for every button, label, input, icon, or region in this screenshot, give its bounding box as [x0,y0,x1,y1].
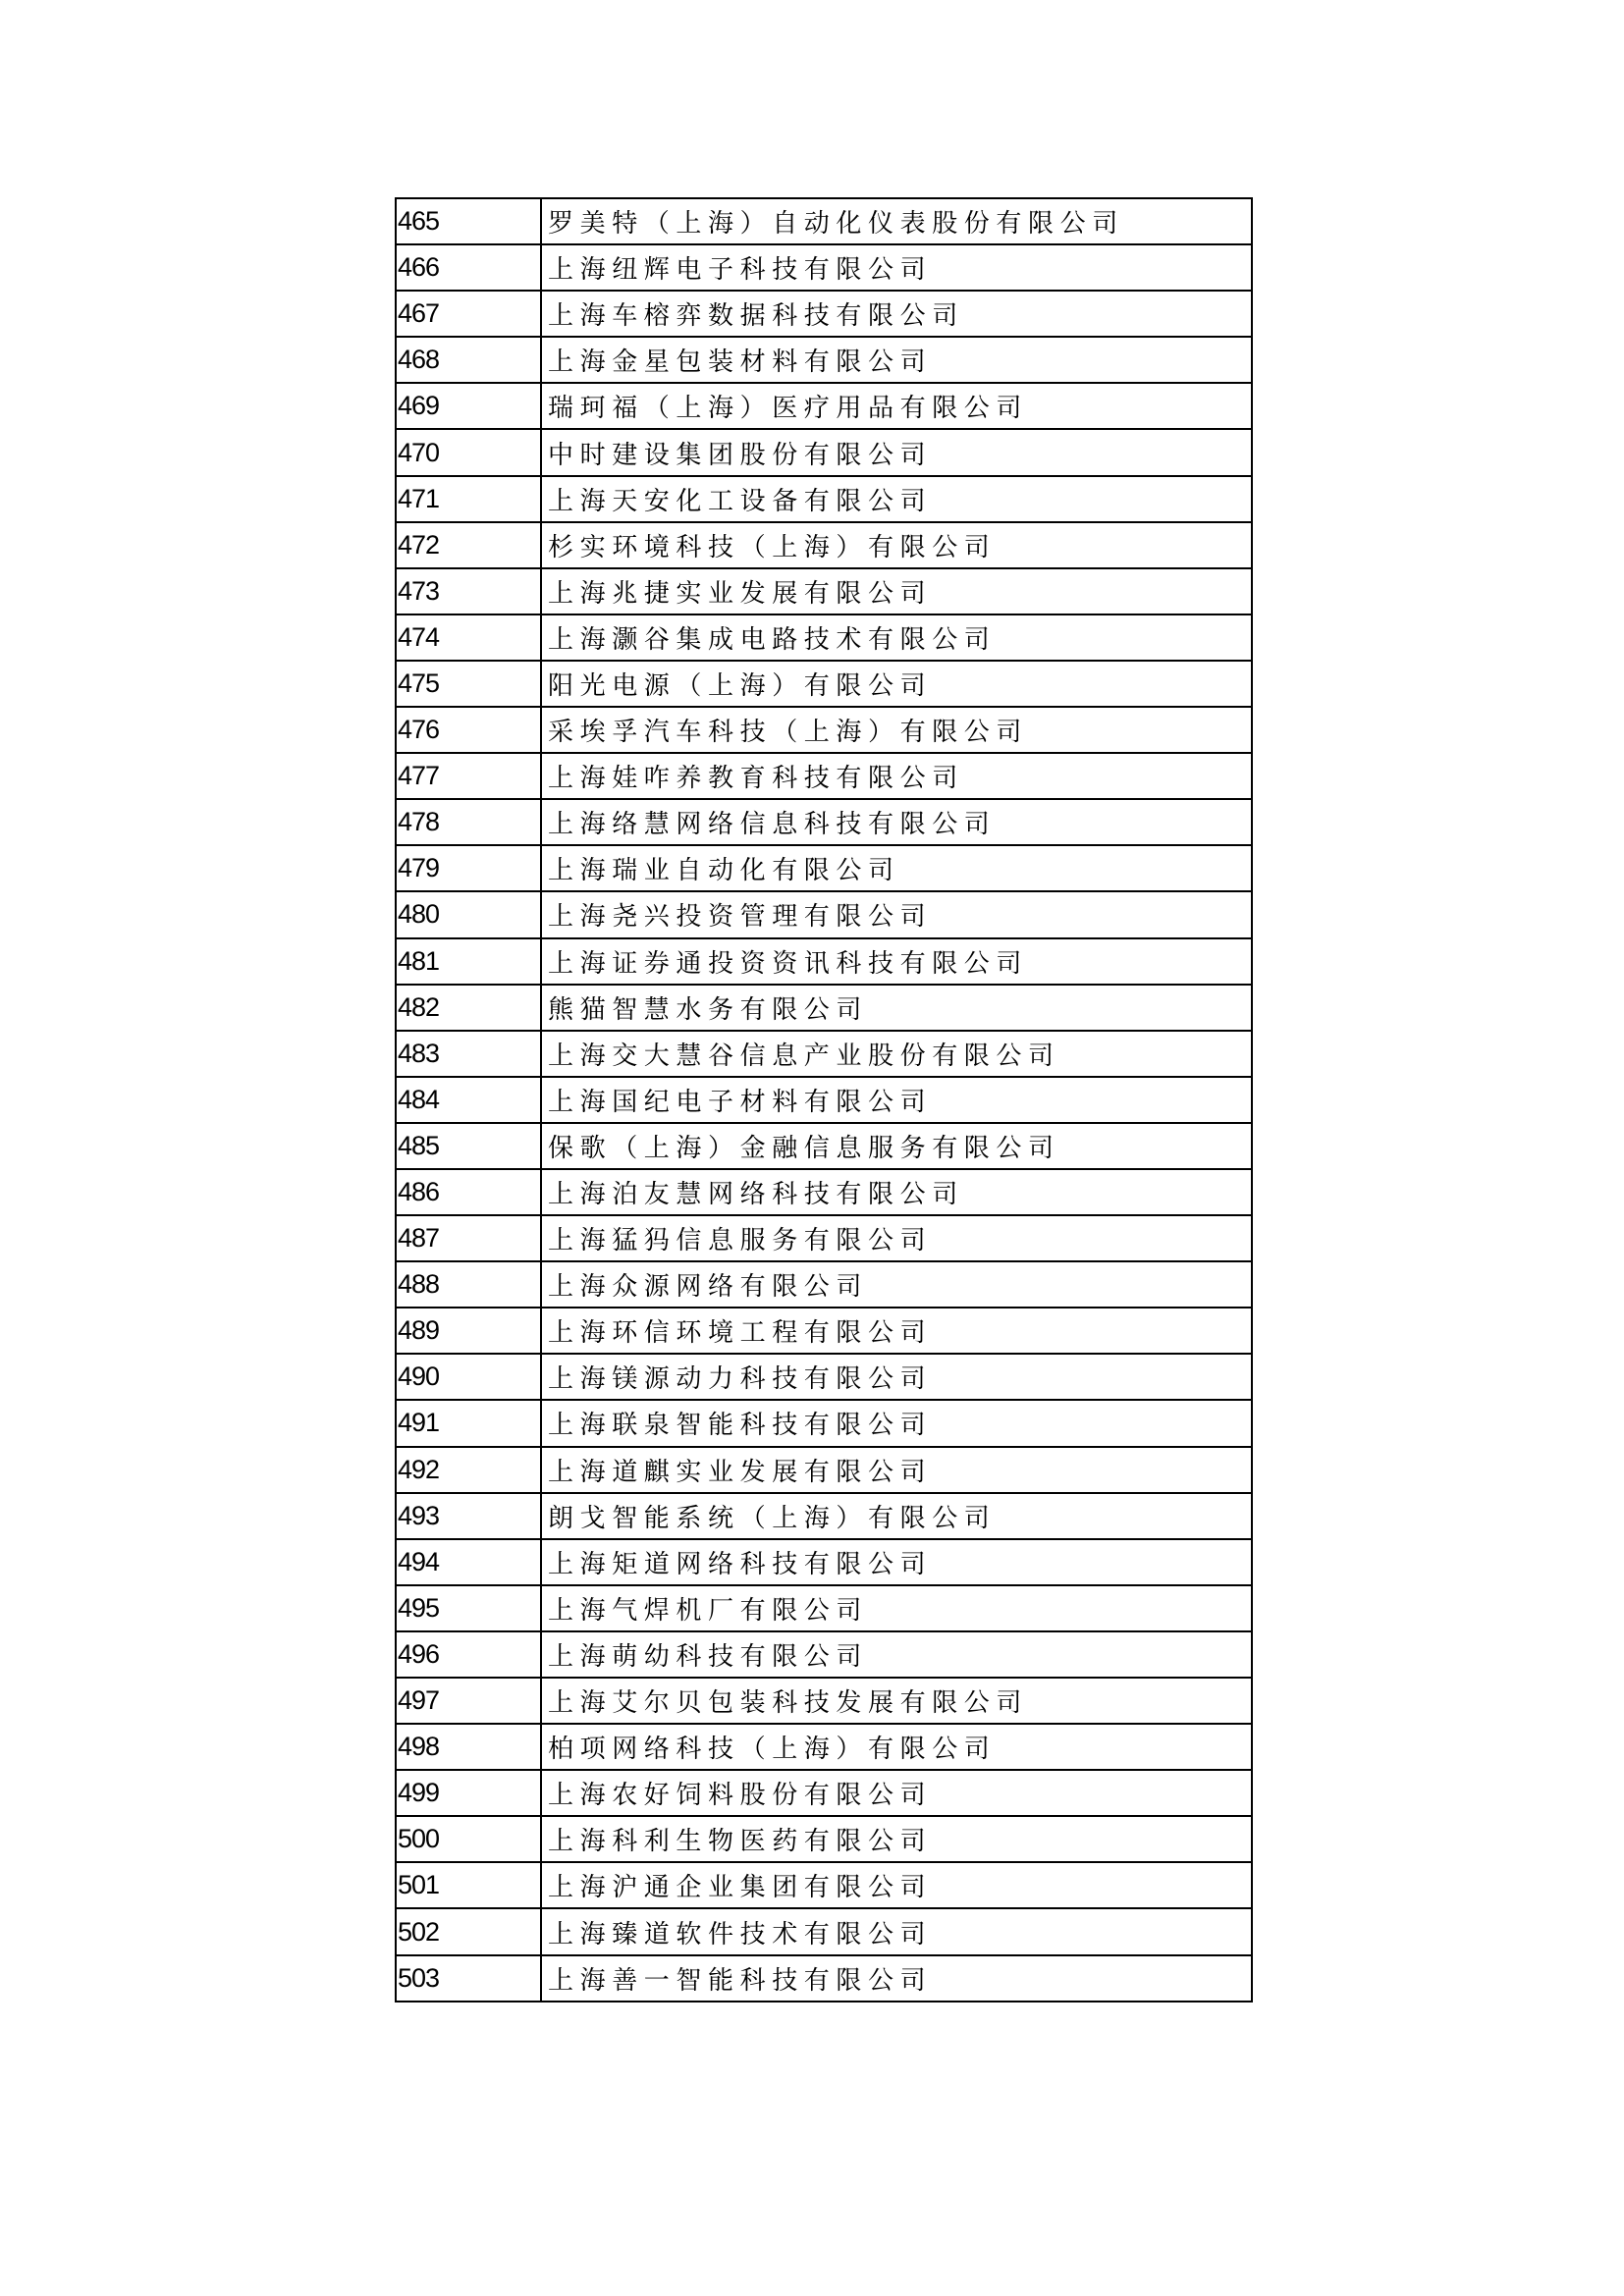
table-row [396,383,1252,429]
company-name: 上海国纪电子材料有限公司 [541,1077,1252,1123]
table-row [396,1955,1252,2002]
row-number: 467 [396,291,541,337]
table-row [396,429,1252,475]
table-row [396,1862,1252,1908]
company-name: 保歌（上海）金融信息服务有限公司 [541,1123,1252,1169]
table-row [396,938,1252,985]
company-name: 上海瑞业自动化有限公司 [541,845,1252,891]
table-row [396,1539,1252,1585]
row-number: 476 [396,707,541,753]
row-number: 480 [396,891,541,937]
row-number: 484 [396,1077,541,1123]
company-name: 上海联泉智能科技有限公司 [541,1400,1252,1446]
company-name: 朗戈智能系统（上海）有限公司 [541,1493,1252,1539]
company-list-table [395,197,1253,2002]
table-row [396,661,1252,707]
company-name: 上海科利生物医药有限公司 [541,1816,1252,1862]
table-row [396,244,1252,291]
table-row [396,753,1252,799]
row-number: 493 [396,1493,541,1539]
table-row [396,1308,1252,1354]
table-row [396,1354,1252,1400]
company-name: 上海灏谷集成电路技术有限公司 [541,614,1252,661]
company-name: 上海道麒实业发展有限公司 [541,1447,1252,1493]
company-name: 杉实环境科技（上海）有限公司 [541,522,1252,568]
row-number: 496 [396,1631,541,1678]
table-row [396,522,1252,568]
table-row [396,568,1252,614]
table-row [396,1400,1252,1446]
company-name: 上海善一智能科技有限公司 [541,1955,1252,2002]
company-name: 上海天安化工设备有限公司 [541,476,1252,522]
company-name: 上海萌幼科技有限公司 [541,1631,1252,1678]
row-number: 492 [396,1447,541,1493]
row-number: 474 [396,614,541,661]
row-number: 499 [396,1770,541,1816]
company-name: 上海气焊机厂有限公司 [541,1585,1252,1631]
table-row [396,1493,1252,1539]
company-name: 上海镁源动力科技有限公司 [541,1354,1252,1400]
row-number: 473 [396,568,541,614]
row-number: 478 [396,799,541,845]
table-row [396,1031,1252,1077]
row-number: 468 [396,337,541,383]
table-row [396,1169,1252,1215]
company-name: 中时建设集团股份有限公司 [541,429,1252,475]
row-number: 494 [396,1539,541,1585]
table-row [396,985,1252,1031]
row-number: 469 [396,383,541,429]
table-row [396,614,1252,661]
row-number: 502 [396,1908,541,1954]
row-number: 479 [396,845,541,891]
row-number: 490 [396,1354,541,1400]
company-name: 上海泊友慧网络科技有限公司 [541,1169,1252,1215]
table-row [396,1585,1252,1631]
row-number: 497 [396,1678,541,1724]
table-row [396,845,1252,891]
row-number: 500 [396,1816,541,1862]
company-name: 上海交大慧谷信息产业股份有限公司 [541,1031,1252,1077]
table-row [396,891,1252,937]
row-number: 488 [396,1261,541,1308]
row-number: 482 [396,985,541,1031]
row-number: 481 [396,938,541,985]
row-number: 466 [396,244,541,291]
company-name: 柏项网络科技（上海）有限公司 [541,1724,1252,1770]
row-number: 501 [396,1862,541,1908]
table-row [396,198,1252,244]
company-name: 阳光电源（上海）有限公司 [541,661,1252,707]
company-list-body [396,198,1252,2002]
table-row [396,1077,1252,1123]
row-number: 498 [396,1724,541,1770]
row-number: 485 [396,1123,541,1169]
table-row [396,1816,1252,1862]
table-row [396,707,1252,753]
company-name: 上海矩道网络科技有限公司 [541,1539,1252,1585]
company-name: 瑞珂福（上海）医疗用品有限公司 [541,383,1252,429]
company-name: 上海臻道软件技术有限公司 [541,1908,1252,1954]
company-name: 上海尧兴投资管理有限公司 [541,891,1252,937]
company-name: 上海农好饲料股份有限公司 [541,1770,1252,1816]
row-number: 465 [396,198,541,244]
company-name: 熊猫智慧水务有限公司 [541,985,1252,1031]
table-row [396,1770,1252,1816]
company-name: 上海猛犸信息服务有限公司 [541,1215,1252,1261]
table-row [396,1261,1252,1308]
row-number: 489 [396,1308,541,1354]
row-number: 470 [396,429,541,475]
company-name: 上海金星包装材料有限公司 [541,337,1252,383]
table-row [396,1678,1252,1724]
company-name: 上海环信环境工程有限公司 [541,1308,1252,1354]
row-number: 491 [396,1400,541,1446]
company-name: 上海兆捷实业发展有限公司 [541,568,1252,614]
row-number: 486 [396,1169,541,1215]
company-name: 上海证券通投资资讯科技有限公司 [541,938,1252,985]
table-row [396,1908,1252,1954]
company-name: 采埃孚汽车科技（上海）有限公司 [541,707,1252,753]
row-number: 503 [396,1955,541,2002]
table-row [396,1215,1252,1261]
table-row [396,1724,1252,1770]
table-row [396,1631,1252,1678]
row-number: 487 [396,1215,541,1261]
table-row [396,291,1252,337]
table-row [396,1123,1252,1169]
table-row [396,337,1252,383]
company-name: 上海娃咋养教育科技有限公司 [541,753,1252,799]
company-name: 上海络慧网络信息科技有限公司 [541,799,1252,845]
table-row [396,476,1252,522]
table-row [396,799,1252,845]
company-name: 上海纽辉电子科技有限公司 [541,244,1252,291]
row-number: 495 [396,1585,541,1631]
company-name: 上海艾尔贝包装科技发展有限公司 [541,1678,1252,1724]
company-name: 上海沪通企业集团有限公司 [541,1862,1252,1908]
row-number: 477 [396,753,541,799]
table-row [396,1447,1252,1493]
row-number: 471 [396,476,541,522]
row-number: 475 [396,661,541,707]
row-number: 483 [396,1031,541,1077]
company-name: 罗美特（上海）自动化仪表股份有限公司 [541,198,1252,244]
row-number: 472 [396,522,541,568]
company-name: 上海车榕弈数据科技有限公司 [541,291,1252,337]
company-name: 上海众源网络有限公司 [541,1261,1252,1308]
